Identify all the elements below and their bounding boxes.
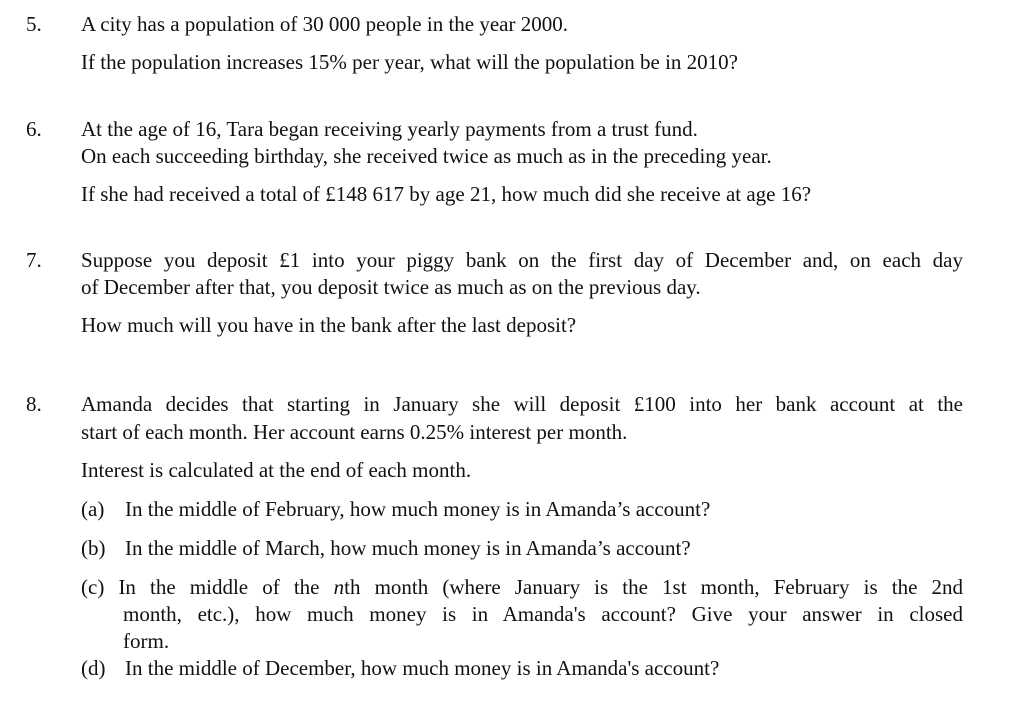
part-b-text: In the middle of March, how much money is in Amanda’s account? <box>125 536 691 560</box>
question-number: 5. <box>26 12 42 36</box>
question-text-line: At the age of 16, Tara began receiving yearly payments from a trust fund. <box>81 117 698 141</box>
question-text-line: How much will you have in the bank after the last deposit? <box>81 313 577 337</box>
question-number: 8. <box>26 392 42 416</box>
part-d-text: In the middle of December, how much money is in Amanda's account? <box>125 656 720 680</box>
part-a-text: In the middle of February, how much money is in Amanda’s account? <box>125 497 711 521</box>
question-number: 6. <box>26 117 42 141</box>
question-text-line: of December after that, you deposit twice as much as on the previous day. <box>81 275 701 299</box>
question-number: 7. <box>26 248 42 272</box>
variable-n: n <box>333 575 345 599</box>
part-c-label: (c) <box>81 575 105 599</box>
question-text-line: Interest is calculated at the end of each month. <box>81 458 472 482</box>
part-a-label: (a) <box>81 497 105 521</box>
part-d-label: (d) <box>81 656 106 680</box>
question-text-line: If the population increases 15% per year, what will the population be in 2010? <box>81 50 738 74</box>
part-c-text-line: month, etc.), how much money is in Amanda's account? Give your answer in closed <box>123 602 963 626</box>
part-c-text: In the middle of the <box>118 575 334 599</box>
part-c-first-line <box>81 575 963 600</box>
question-text-line: A city has a population of 30 000 people in the year 2000. <box>81 12 568 36</box>
question-text-line: If she had received a total of £148 617 by age 21, how much did she receive at age 16? <box>81 182 812 206</box>
part-b-label: (b) <box>81 536 106 560</box>
question-text-line: start of each month. Her account earns 0.25% interest per month. <box>81 420 628 444</box>
part-c-text: th month (where January is the 1st month, February is the 2nd <box>344 575 964 599</box>
question-text-line: Suppose you deposit £1 into your piggy bank on the first day of December and, on each day <box>81 248 963 272</box>
question-text-line: Amanda decides that starting in January she will deposit £100 into her bank account at the <box>81 392 963 416</box>
question-text-line: On each succeeding birthday, she received twice as much as in the preceding year. <box>81 144 772 168</box>
part-c-text-line: form. <box>123 629 170 653</box>
